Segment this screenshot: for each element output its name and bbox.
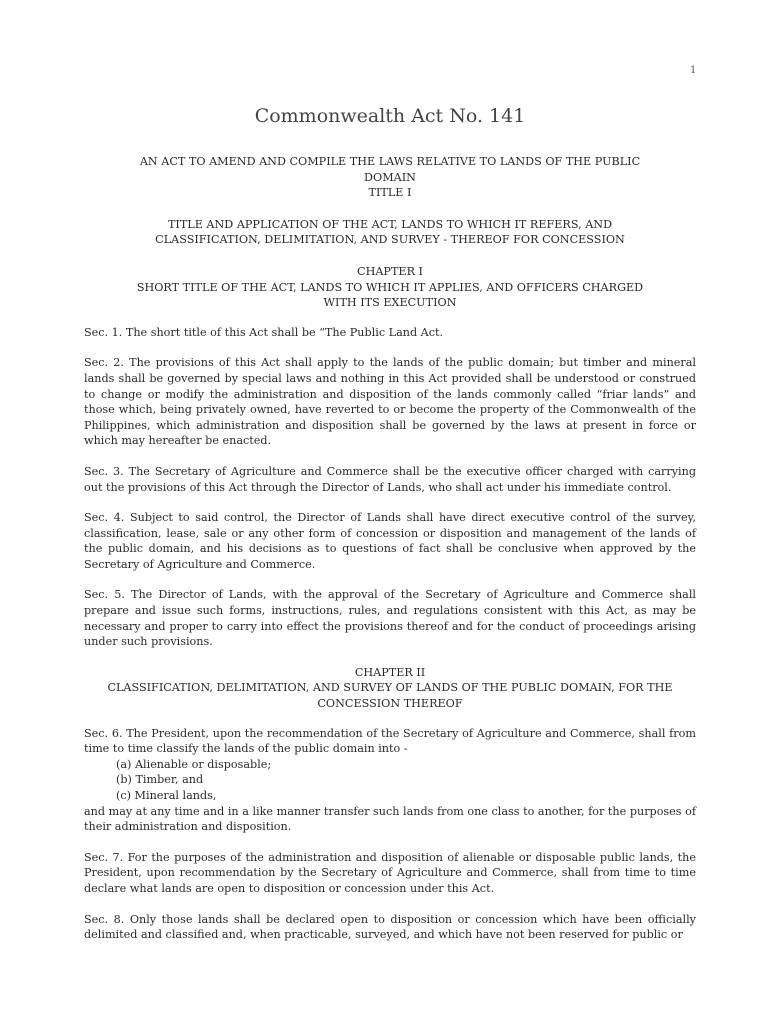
chapter-2-heading (84, 665, 696, 712)
document-body (84, 104, 696, 958)
chapter-title-line: WITH ITS EXECUTION (323, 296, 457, 310)
classification-item: (c) Mineral lands, (116, 789, 217, 802)
title-i-heading-line: TITLE AND APPLICATION OF THE ACT, LANDS TO WHICH IT REFERS, AND (167, 217, 613, 231)
chapter-title-line: CLASSIFICATION, DELIMITATION, AND SURVEY OF LANDS OF THE PUBLIC DOMAIN, FOR THE (107, 681, 673, 695)
section-5: Sec. 5. The Director of Lands, with the approval of the Secretary of Agriculture and Commerce shall prepare and issue such forms, instructions, rules, and regulations consistent with this Act, as may be necessary and proper to carry into effect the provisions thereof and for the conduct of proceedings arising under such provisions. (84, 588, 696, 649)
section-1: Sec. 1. The short title of this Act shall be “The Public Land Act. (84, 325, 444, 339)
document-title: Commonwealth Act No. 141 (254, 105, 526, 127)
act-title-line: AN ACT TO AMEND AND COMPILE THE LAWS RELATIVE TO LANDS OF THE PUBLIC (139, 155, 641, 168)
chapter-title-line: SHORT TITLE OF THE ACT, LANDS TO WHICH IT APPLIES, AND OFFICERS CHARGED (136, 280, 644, 294)
page-number: 1 (690, 65, 697, 76)
chapter-number: CHAPTER II (354, 665, 426, 679)
classification-item: (b) Timber, and (116, 773, 204, 787)
act-title-line: DOMAIN (364, 170, 416, 184)
section-8: Sec. 8. Only those lands shall be declared open to disposition or concession which have been officially delimited and classified and, when practicable, surveyed, and which have not been reserved for public or (84, 912, 696, 942)
chapter-1-heading (84, 264, 696, 311)
title-number: TITLE I (368, 186, 412, 200)
section-3: Sec. 3. The Secretary of Agriculture and Commerce shall be the executive officer charged with carrying out the provisions of this Act through the Director of Lands, who shall act under his immediate control. (84, 464, 696, 494)
chapter-number: CHAPTER I (357, 264, 423, 278)
title-i-heading (84, 217, 696, 248)
section-7: Sec. 7. For the purposes of the administration and disposition of alienable or disposable public lands, the President, upon recommendation by the Secretary of Agriculture and Commerce, shall from time to time declare what lands are open to disposition or concession under this Act. (84, 850, 696, 895)
act-title (84, 154, 696, 201)
title-i-heading-line: CLASSIFICATION, DELIMITATION, AND SURVEY - THEREOF FOR CONCESSION (155, 233, 625, 247)
section-6-text: Sec. 6. The President, upon the recommendation of the Secretary of Agriculture and Commerce, shall from time to time classify the lands of the public domain into - (84, 726, 696, 756)
classification-item: (a) Alienable or disposable; (116, 757, 272, 771)
section-6-continuation: and may at any time and in a like manner transfer such lands from one class to another, for the purposes of their administration and disposition. (84, 804, 696, 834)
section-4: Sec. 4. Subject to said control, the Director of Lands shall have direct executive control of the survey, classification, lease, sale or any other form of concession or disposition and management of the lands of the public domain, and his decisions as to questions of fact shall be conclusive when approved by the Secretary of Agriculture and Commerce. (84, 511, 696, 571)
section-2: Sec. 2. The provisions of this Act shall apply to the lands of the public domain; but timber and mineral lands shall be governed by special laws and nothing in this Act provided shall be understood or construed to change or modify the administration and disposition of the lands commonly called “friar lands” and those which, being privately owned, have reverted to or become the property of the Commonwealth of the Philippines, which administration and disposition shall be governed by the laws at present in force or which may hereafter be enacted. (84, 356, 696, 448)
chapter-title-line: CONCESSION THEREOF (317, 697, 463, 711)
section-6 (84, 726, 696, 835)
